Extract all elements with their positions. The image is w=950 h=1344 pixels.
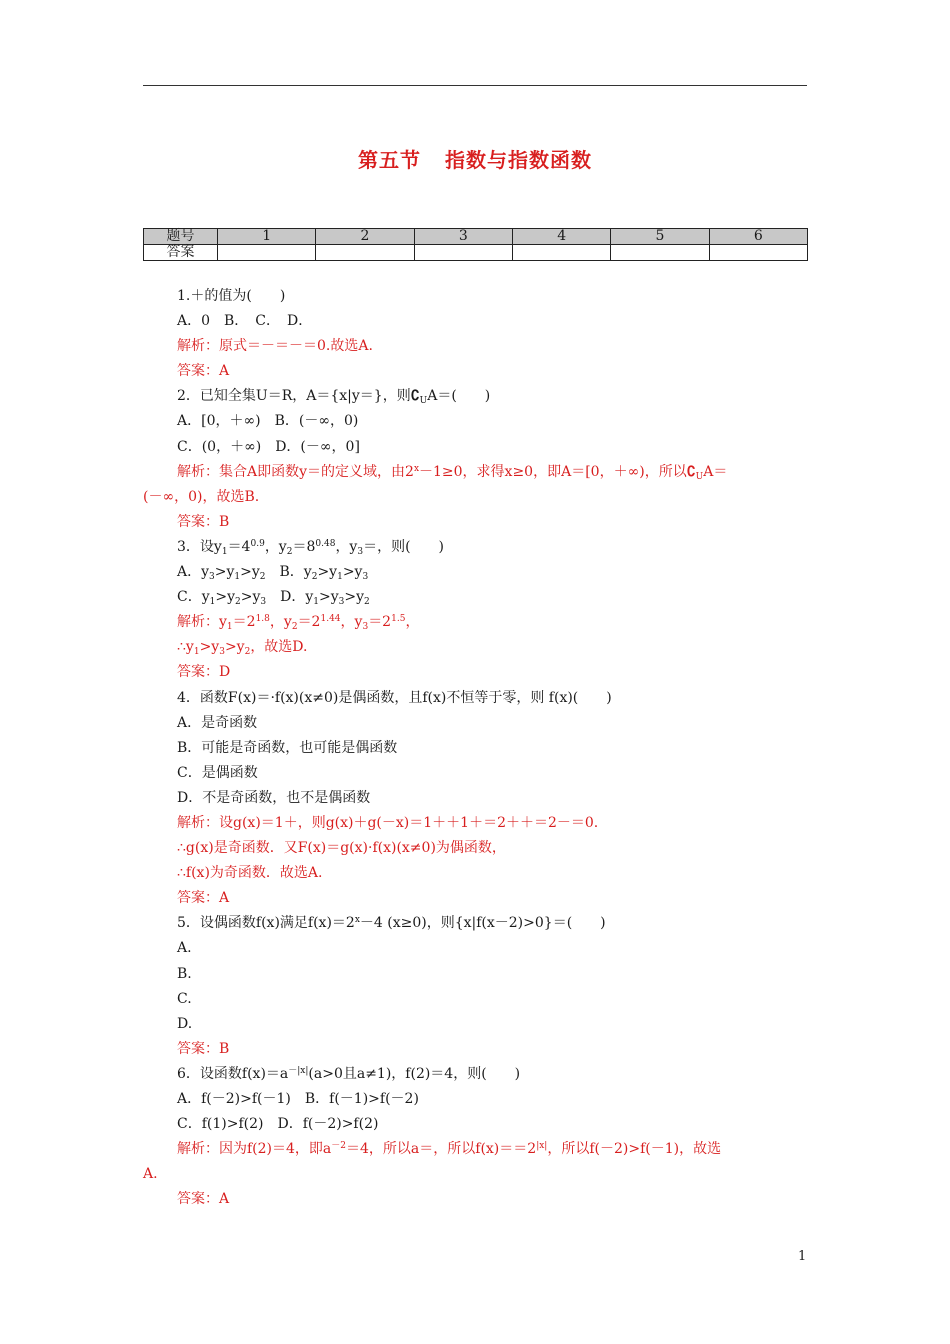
q5-option-c: C. <box>177 990 192 1007</box>
section-topic: 指数与指数函数 <box>445 148 592 172</box>
q5-option-b: B. <box>177 965 192 982</box>
answer-label: 答案 <box>144 245 218 261</box>
q4-analysis-1: 解析：设g(x)＝1＋，则g(x)＋g(－x)＝1＋＋1＋＝2＋＋＝2－＝0. <box>177 814 599 831</box>
question-number-6: 6 <box>709 229 807 245</box>
q6-stem: 6．设函数$f(x)=a^{-|x|}(a>0$且a≠1)，f(2)＝4，则( ) <box>177 1065 521 1082</box>
q4-stem: 4．函数F(x)＝·f(x)(x≠0)是偶函数，且f(x)不恒等于零，则 f(x)( ) <box>177 689 612 706</box>
question-number-3: 3 <box>414 229 512 245</box>
question-number-2: 2 <box>316 229 414 245</box>
q6-analysis: 解析：因为f(2)＝4，即$a^{-2}=4$，所以a＝，所以$f(x)==2^{|x|}$，所以f(－2)>f(－1)，故选 <box>177 1141 722 1158</box>
q4-answer: 答案：A <box>177 890 230 907</box>
question-number-label: 题号 <box>144 229 218 245</box>
q4-option-b: B．可能是奇函数，也可能是偶函数 <box>177 739 398 756</box>
answer-cell-4 <box>512 245 610 261</box>
q5-answer: 答案：B <box>177 1040 230 1057</box>
q2-options-cd: C．(0，＋∞) D．(－∞，0] <box>177 438 360 455</box>
answer-table-answer-row <box>144 245 808 261</box>
q5-stem: 5．设偶函数f(x)满足$f(x)=2^x-4$ (x≥0)，则{x|f(x－2)>0}＝( ) <box>177 915 606 932</box>
q4-option-a: A．是奇函数 <box>177 714 258 731</box>
answer-cell-6 <box>709 245 807 261</box>
answer-table <box>143 228 808 261</box>
answer-table-header-row <box>144 229 808 245</box>
q3-stem: 3．设$y_1=4^{0.9}$，$y_2=8^{0.48}$，$y_3=$，则( ) <box>177 538 445 557</box>
answer-cell-2 <box>316 245 414 261</box>
q1-stem: 1.＋的值为( ) <box>177 288 286 304</box>
answer-cell-3 <box>414 245 512 261</box>
q2-analysis-continued: (－∞，0)，故选B. <box>143 488 260 505</box>
question-body <box>143 284 808 1212</box>
q3-analysis: 解析：$y_1=2^{1.8}$，$y_2=2^{1.44}$，$y_3=2^{1.5}$， <box>177 614 420 633</box>
q4-analysis-2: ∴g(x)是奇函数．又F(x)＝g(x)·f(x)(x≠0)为偶函数， <box>177 840 506 857</box>
q6-options-ab: A．f(－2)>f(－1) B．f(－1)>f(－2) <box>177 1091 419 1107</box>
q3-options-ab: A．$y_3>y_1>y_2$ B．$y_2>y_1>y_3$ <box>177 564 369 583</box>
q4-analysis-3: ∴f(x)为奇函数．故选A. <box>177 865 323 882</box>
q5-option-a: A. <box>177 940 192 957</box>
question-number-1: 1 <box>218 229 316 245</box>
answer-cell-1 <box>218 245 316 261</box>
q1-options: A．0 B． C． D． <box>177 313 313 330</box>
question-number-4: 4 <box>512 229 610 245</box>
section-title <box>0 144 950 173</box>
q1-answer: 答案：A <box>177 363 230 380</box>
q4-option-d: D．不是奇函数，也不是偶函数 <box>177 789 371 806</box>
q5-option-d: D. <box>177 1015 193 1032</box>
q6-analysis-continued: A. <box>143 1166 158 1183</box>
q2-analysis: 解析：集合A即函数y＝的定义域，由$2^x-1\ge 0$，求得x≥0，即A＝[0，＋∞)，所以$∁_UA=$ <box>177 463 728 482</box>
section-number: 第五节 <box>358 148 421 172</box>
q4-option-c: C．是偶函数 <box>177 764 258 781</box>
q2-stem: 2．已知全集U＝R，A＝{x|y＝}，则$∁_UA=$( ) <box>177 388 491 407</box>
q2-answer: 答案：B <box>177 513 230 530</box>
q1-analysis: 解析：原式＝－＝－＝0.故选A. <box>177 338 373 355</box>
answer-cell-5 <box>611 245 709 261</box>
q6-answer: 答案：A <box>177 1191 230 1208</box>
question-number-5: 5 <box>611 229 709 245</box>
q3-answer: 答案：D <box>177 664 231 681</box>
q2-options-ab: A．[0，＋∞) B．(－∞，0) <box>177 413 359 430</box>
q3-options-cd: C．$y_1>y_2>y_3$ D．$y_1>y_3>y_2$ <box>177 589 370 608</box>
page-number: 1 <box>798 1249 807 1264</box>
q6-options-cd: C．f(1)>f(2) D．f(－2)>f(2) <box>177 1116 379 1133</box>
header-rule <box>143 85 807 86</box>
q3-conclusion: $\therefore y_1>y_3>y_2$，故选D. <box>177 639 308 658</box>
